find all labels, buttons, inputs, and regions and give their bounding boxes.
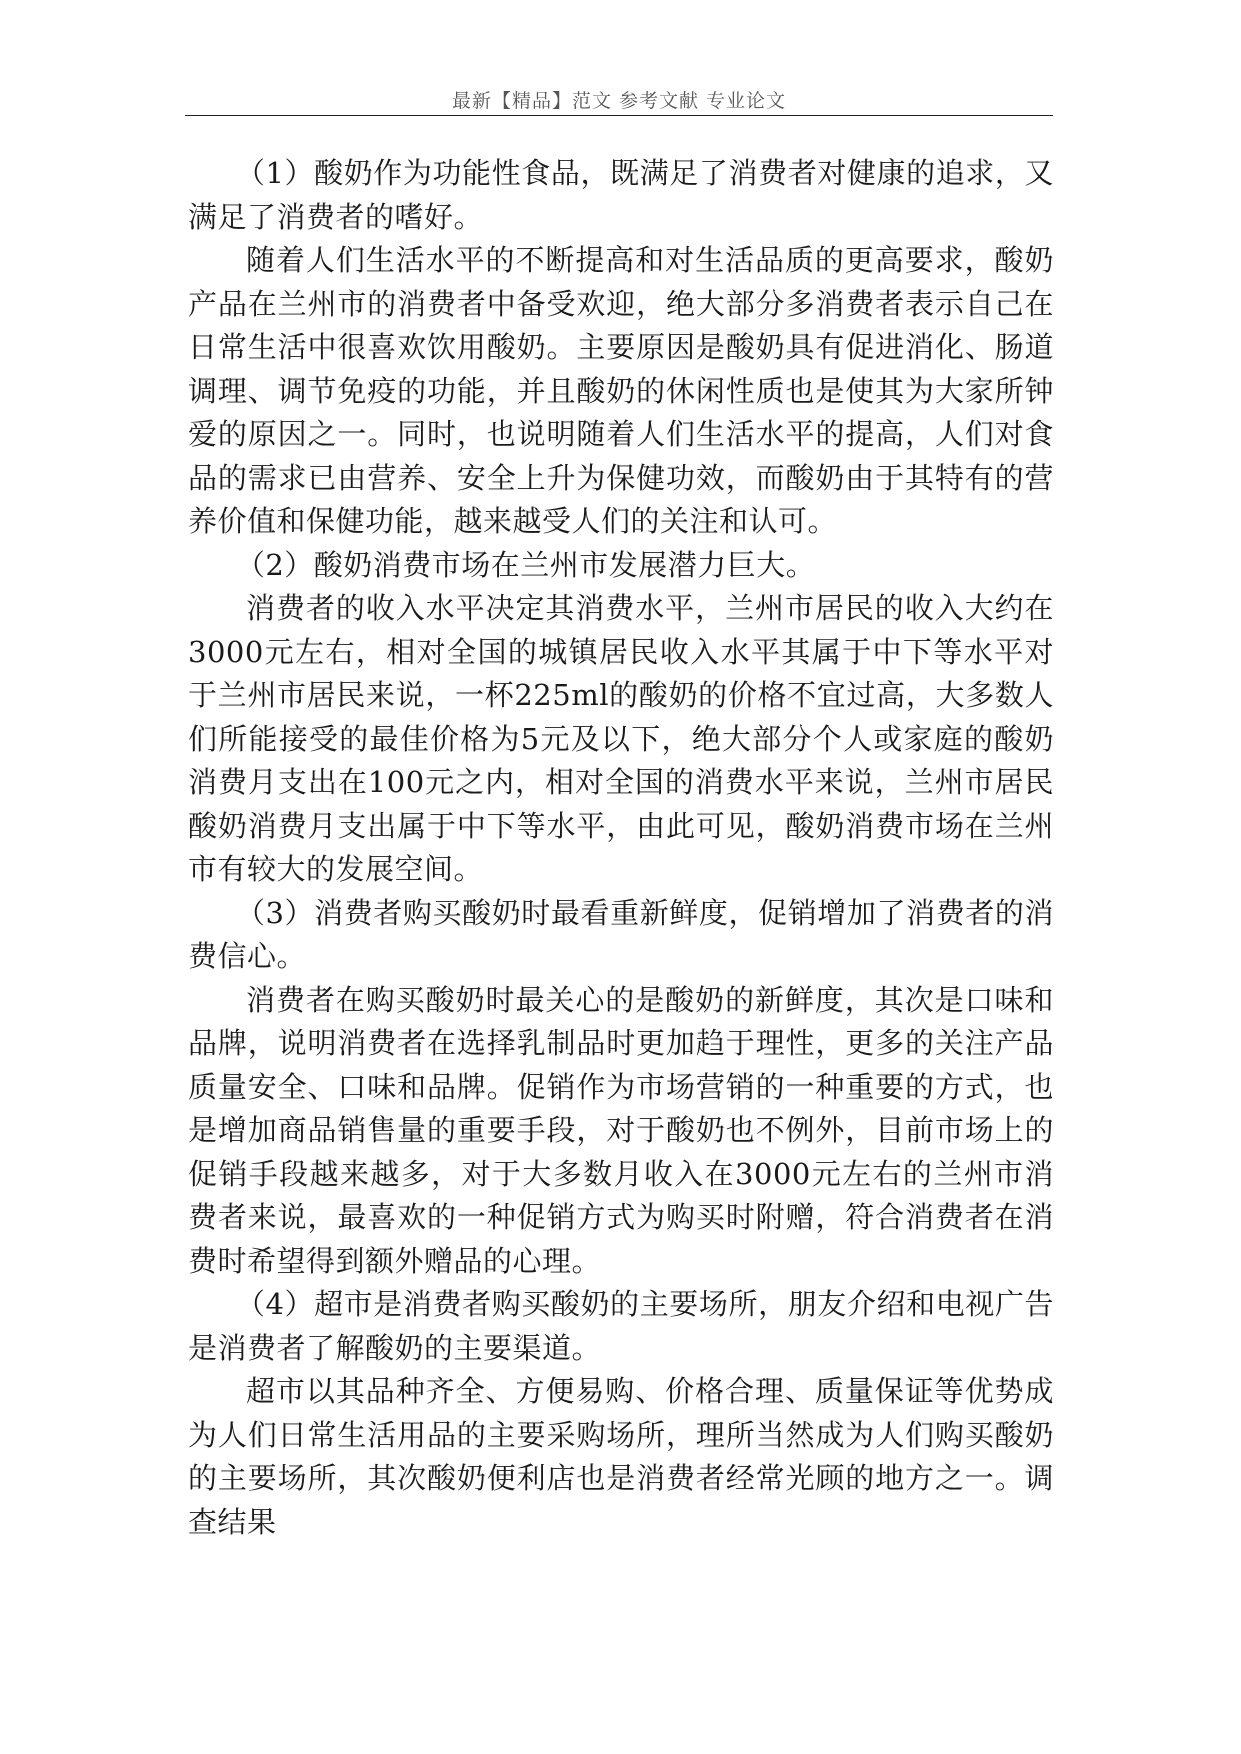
section-heading-3: （3）消费者购买酸奶时最看重新鲜度，促销增加了消费者的消费信心。: [188, 895, 1054, 973]
page-header: 最新【精品】范文 参考文献 专业论文: [451, 90, 787, 112]
body-paragraph-3: 消费者在购买酸奶时最关心的是酸奶的新鲜度，其次是口味和品牌，说明消费者在选择乳制品时更加趋于理性，更多的关注产品质量安全、口味和品牌。促销作为市场营销的一种重要的方式，也是增加商品销售量的重要手段，对于酸奶也不例外，目前市场上的促销手段越来越多，对于大多数月收入在3000元左右的兰州市消费者来说，最喜欢的一种促销方式为购买时附赠，符合消费者在消费时希望得到额外赠品的心理。: [188, 982, 1054, 1278]
body-paragraph-4: 超市以其品种齐全、方便易购、价格合理、质量保证等优势成为人们日常生活用品的主要采购场所，理所当然成为人们购买酸奶的主要场所，其次酸奶便利店也是消费者经常光顾的地方之一。调查结果: [188, 1374, 1054, 1539]
body-paragraph-2: 消费者的收入水平决定其消费水平，兰州市居民的收入大约在3000元左右，相对全国的城镇居民收入水平其属于中下等水平对于兰州市居民来说，一杯225ml的酸奶的价格不宜过高，大多数人们所能接受的最佳价格为5元及以下，绝大部分个人或家庭的酸奶消费月支出在100元之内，相对全国的消费水平来说，兰州市居民酸奶消费月支出属于中下等水平，由此可见，酸奶消费市场在兰州市有较大的发展空间。: [188, 591, 1054, 886]
document-body: [188, 152, 1054, 1544]
header-divider: [185, 115, 1053, 116]
body-paragraph-1: 随着人们生活水平的不断提高和对生活品质的更高要求，酸奶产品在兰州市的消费者中备受欢迎，绝大部分多消费者表示自己在日常生活中很喜欢饮用酸奶。主要原因是酸奶具有促进消化、肠道调理、调节免疫的功能，并且酸奶的休闲性质也是使其为大家所钟爱的原因之一。同时，也说明随着人们生活水平的提高，人们对食品的需求已由营养、安全上升为保健功效，而酸奶由于其特有的营养价值和保健功能，越来越受人们的关注和认可。: [188, 243, 1054, 538]
section-heading-4: （4）超市是消费者购买酸奶的主要场所，朋友介绍和电视广告是消费者了解酸奶的主要渠道。: [188, 1287, 1054, 1365]
section-heading-1: （1）酸奶作为功能性食品，既满足了消费者对健康的追求，又满足了消费者的嗜好。: [188, 156, 1054, 234]
section-heading-2: （2）酸奶消费市场在兰州市发展潜力巨大。: [235, 547, 816, 582]
